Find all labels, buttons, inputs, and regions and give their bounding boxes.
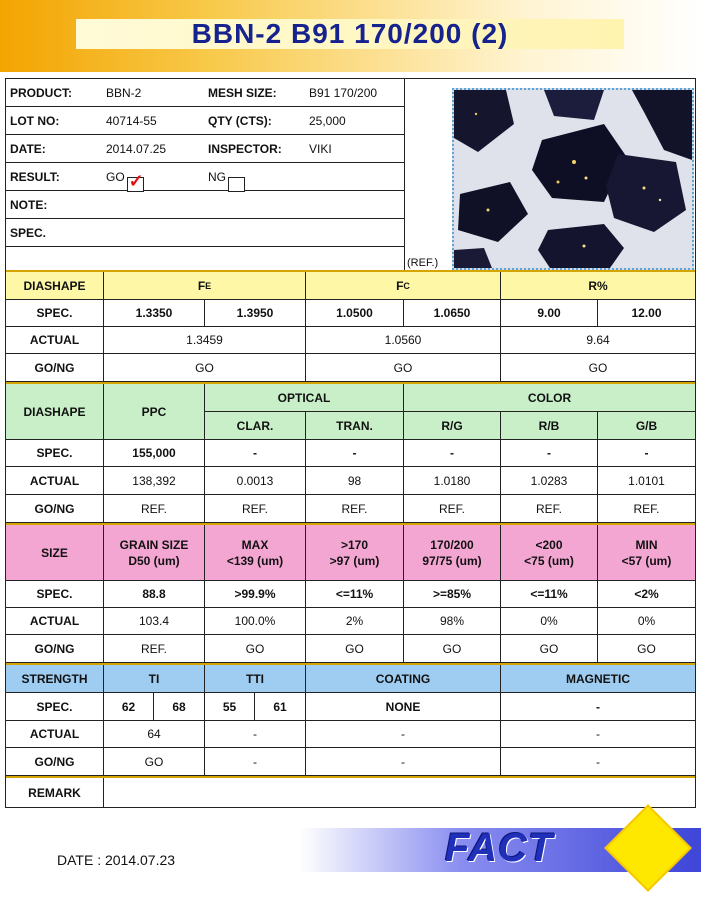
- clar-header: CLAR.: [205, 412, 306, 440]
- table-cell: 62: [104, 693, 154, 721]
- table-cell: 68: [154, 693, 205, 721]
- tran-header: TRAN.: [306, 412, 404, 440]
- table-cell: -: [598, 440, 695, 467]
- header-line: <57 (um): [621, 553, 672, 568]
- header-line: GRAIN SIZE: [119, 537, 189, 552]
- tti-header: TTI: [205, 665, 306, 693]
- mesh-value: B91 170/200: [309, 86, 378, 100]
- table-cell: REF.: [205, 495, 306, 523]
- table-cell: REF.: [598, 495, 695, 523]
- ti-header: TI: [104, 665, 205, 693]
- table-cell: GO: [598, 635, 695, 663]
- table-cell: 1.3350: [104, 300, 205, 327]
- table-cell: 1.0500: [306, 300, 404, 327]
- table-cell: 1.0283: [501, 467, 598, 495]
- diashape-header: DIASHAPE: [6, 272, 104, 300]
- inspector-value: VIKI: [309, 142, 332, 156]
- info-row-note: [6, 191, 404, 219]
- table-cell: 2%: [306, 608, 404, 635]
- gong-row-label: GO/NG: [6, 748, 104, 776]
- header-line: 170/200: [430, 537, 474, 552]
- table-cell: 100.0%: [205, 608, 306, 635]
- ng-label: NG: [208, 170, 226, 184]
- footer-date: DATE : 2014.07.23: [57, 852, 176, 868]
- table-cell: <2%: [598, 581, 695, 608]
- header-line: MAX: [241, 537, 269, 552]
- title-band: [0, 0, 701, 72]
- page-title: BBN-2 B91 170/200 (2): [76, 19, 624, 49]
- table-cell: -: [404, 440, 501, 467]
- table-cell: 9.00: [501, 300, 598, 327]
- table-cell: 88.8: [104, 581, 205, 608]
- table-cell: GO: [104, 354, 306, 382]
- strength-header: STRENGTH: [6, 665, 104, 693]
- header-line: <75 (um): [524, 553, 574, 568]
- fact-logo: FACT: [445, 826, 554, 870]
- table-cell: 64: [104, 721, 205, 748]
- table-cell: GO: [205, 635, 306, 663]
- under-200-header: [501, 525, 598, 581]
- fe-subscript: E: [205, 280, 212, 291]
- table-cell: -: [501, 693, 695, 721]
- gong-row-label: GO/NG: [6, 354, 104, 382]
- table-cell: REF.: [501, 495, 598, 523]
- actual-row-label: ACTUAL: [6, 467, 104, 495]
- crystal-photo-graphic: [454, 90, 692, 268]
- mesh-170-200-header: [404, 525, 501, 581]
- table-cell: -: [205, 440, 306, 467]
- info-row-lot: [6, 107, 404, 135]
- date-value: 2014.07.25: [106, 142, 167, 156]
- magnetic-header: MAGNETIC: [501, 665, 695, 693]
- table-cell: 0%: [598, 608, 695, 635]
- fc-subscript: C: [403, 280, 410, 291]
- table-cell: -: [501, 721, 695, 748]
- table-cell: -: [306, 440, 404, 467]
- table-cell: GO: [501, 635, 598, 663]
- coating-header: COATING: [306, 665, 501, 693]
- fe-symbol: F: [197, 278, 206, 293]
- table-cell: NONE: [306, 693, 501, 721]
- go-option: [106, 170, 144, 191]
- table-cell: 12.00: [598, 300, 695, 327]
- ppc-header: PPC: [104, 384, 205, 440]
- table-cell: -: [205, 748, 306, 776]
- table-cell: >99.9%: [205, 581, 306, 608]
- size-header: SIZE: [6, 525, 104, 581]
- table-cell: 103.4: [104, 608, 205, 635]
- header-line: >97 (um): [329, 553, 380, 568]
- table-cell: GO: [501, 354, 695, 382]
- actual-row-label: ACTUAL: [6, 721, 104, 748]
- header-line: MIN: [635, 537, 658, 552]
- max-header: [205, 525, 306, 581]
- lot-value: 40714-55: [106, 114, 157, 128]
- table-cell: -: [501, 748, 695, 776]
- table-cell: 98%: [404, 608, 501, 635]
- table-cell: 0%: [501, 608, 598, 635]
- table-cell: >=85%: [404, 581, 501, 608]
- ng-option: [208, 170, 226, 184]
- table-cell: 138,392: [104, 467, 205, 495]
- date-label: DATE:: [10, 142, 46, 156]
- table-cell: 1.0101: [598, 467, 695, 495]
- header-line: <200: [535, 537, 563, 552]
- table-cell: 98: [306, 467, 404, 495]
- rg-header: R/G: [404, 412, 501, 440]
- rb-header: R/B: [501, 412, 598, 440]
- lot-label: LOT NO:: [10, 114, 60, 128]
- gong-row-label: GO/NG: [6, 495, 104, 523]
- inspector-label: INSPECTOR:: [208, 142, 282, 156]
- table-cell: -: [501, 440, 598, 467]
- inspection-card: [5, 78, 696, 808]
- table-cell: 1.0180: [404, 467, 501, 495]
- info-row-date: [6, 135, 404, 163]
- diashape-header-2: DIASHAPE: [6, 384, 104, 440]
- spec-row-label: SPEC.: [6, 300, 104, 327]
- qty-value: 25,000: [309, 114, 346, 128]
- table-cell: 1.0650: [404, 300, 501, 327]
- table-cell: GO: [104, 748, 205, 776]
- result-label: RESULT:: [10, 170, 60, 184]
- table-cell: 1.3459: [104, 327, 306, 354]
- header-line: >170: [340, 537, 369, 552]
- table-cell: GO: [306, 354, 501, 382]
- go-checkbox[interactable]: [127, 171, 144, 192]
- ref-label: (REF.): [407, 257, 439, 269]
- table-cell: GO: [306, 635, 404, 663]
- table-cell: -: [306, 748, 501, 776]
- table-cell: <=11%: [501, 581, 598, 608]
- table-cell: 61: [255, 693, 306, 721]
- table-cell: -: [306, 721, 501, 748]
- info-row-product: [6, 79, 404, 107]
- actual-row-label: ACTUAL: [6, 608, 104, 635]
- ng-checkbox[interactable]: [228, 177, 245, 192]
- qty-label: QTY (CTS):: [208, 114, 272, 128]
- spec-label: SPEC.: [10, 226, 47, 240]
- header-line: 97/75 (um): [422, 553, 482, 568]
- header-line: D50 (um): [128, 553, 180, 568]
- table-cell: REF.: [404, 495, 501, 523]
- table-cell: REF.: [104, 635, 205, 663]
- table-cell: GO: [404, 635, 501, 663]
- table-cell: 9.64: [501, 327, 695, 354]
- diamond-logo-icon: [604, 804, 692, 892]
- note-label: NOTE:: [10, 198, 48, 212]
- spec-row-label: SPEC.: [6, 693, 104, 721]
- product-value: BBN-2: [106, 86, 142, 100]
- over-170-header: [306, 525, 404, 581]
- table-cell: <=11%: [306, 581, 404, 608]
- table-cell: 155,000: [104, 440, 205, 467]
- min-header: [598, 525, 695, 581]
- r-percent-header: R%: [501, 272, 695, 300]
- remark-label: REMARK: [6, 778, 104, 807]
- crystal-photo: [452, 88, 694, 270]
- table-cell: 1.0560: [306, 327, 501, 354]
- header-line: <139 (um): [226, 553, 284, 568]
- info-row-result: [6, 163, 404, 191]
- info-row-spec: [6, 219, 404, 247]
- table-cell: REF.: [104, 495, 205, 523]
- mesh-label: MESH SIZE:: [208, 86, 277, 100]
- photo-cell: [405, 79, 695, 270]
- optical-header: OPTICAL: [205, 384, 404, 412]
- go-label: GO: [106, 170, 125, 184]
- gb-header: G/B: [598, 412, 695, 440]
- spec-row-label: SPEC.: [6, 581, 104, 608]
- table-cell: 0.0013: [205, 467, 306, 495]
- table-cell: -: [205, 721, 306, 748]
- actual-row-label: ACTUAL: [6, 327, 104, 354]
- product-label: PRODUCT:: [10, 86, 72, 100]
- table-cell: 55: [205, 693, 255, 721]
- fc-symbol: F: [396, 278, 404, 293]
- gong-row-label: GO/NG: [6, 635, 104, 663]
- color-header: COLOR: [404, 384, 695, 412]
- info-block: [6, 79, 405, 270]
- table-cell: 1.3950: [205, 300, 306, 327]
- table-cell: REF.: [306, 495, 404, 523]
- check-mark-icon: ✓: [128, 171, 144, 191]
- remark-field: [104, 778, 695, 807]
- spec-row-label: SPEC.: [6, 440, 104, 467]
- fe-header: [104, 272, 306, 300]
- fc-header: [306, 272, 501, 300]
- grain-size-header: [104, 525, 205, 581]
